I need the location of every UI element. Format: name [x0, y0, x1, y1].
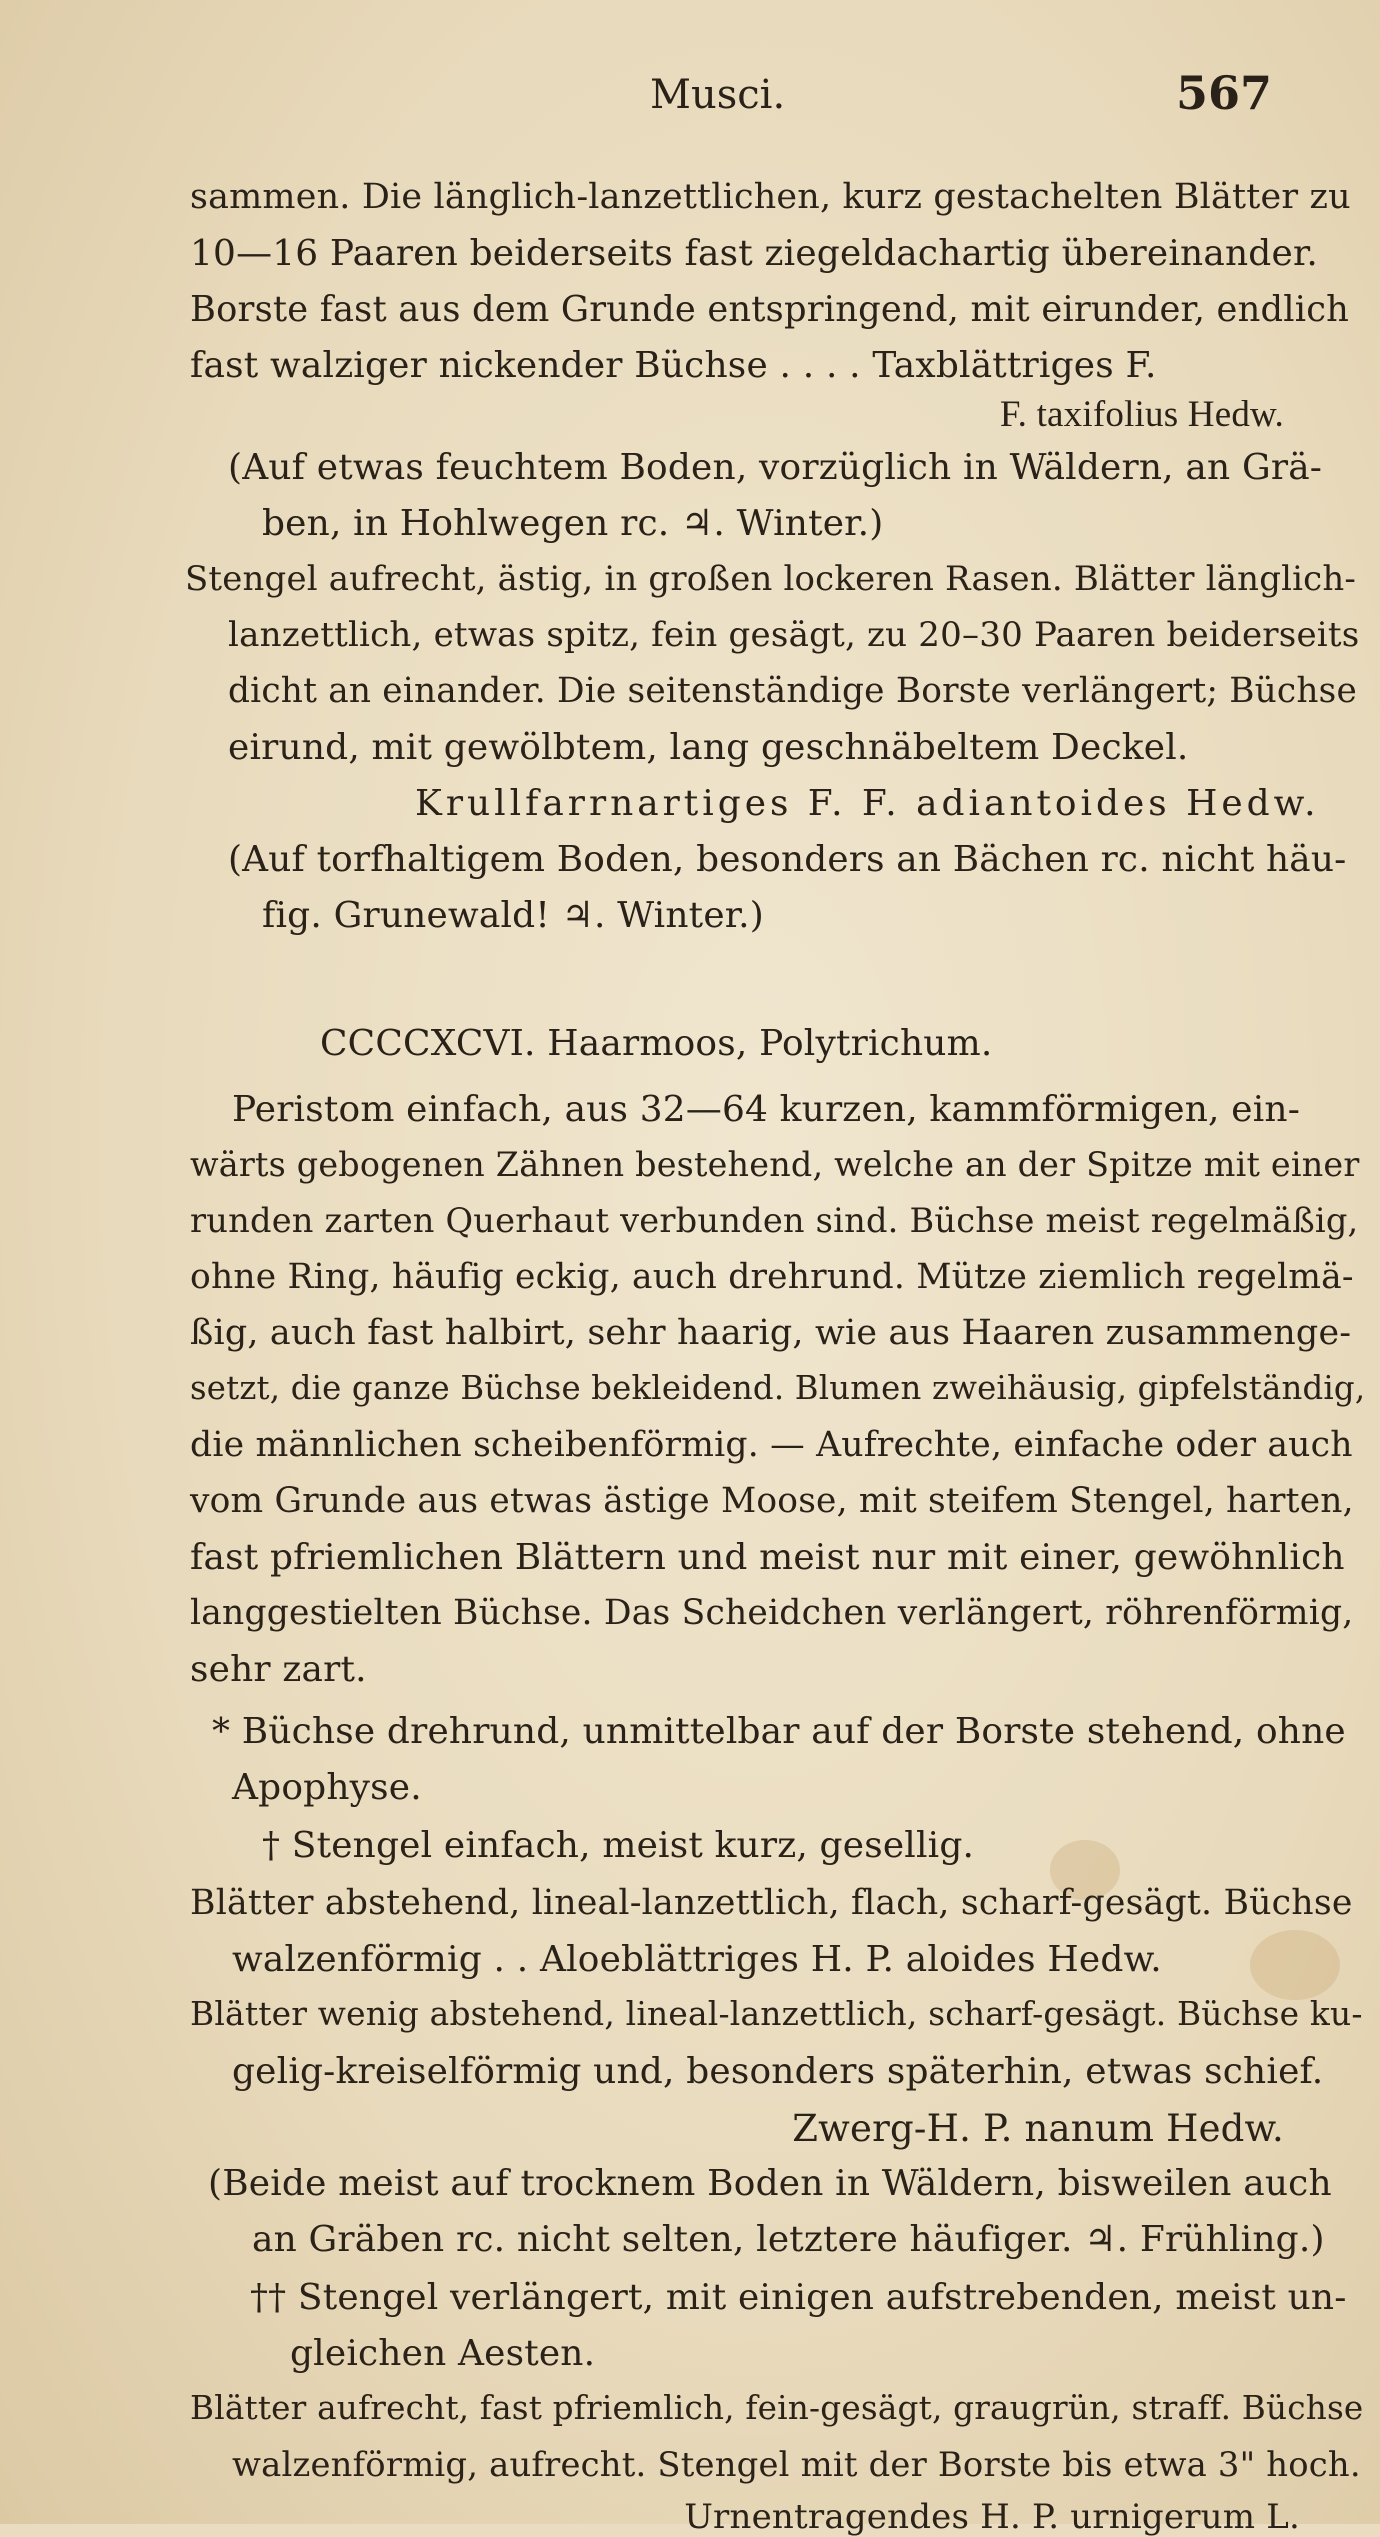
- species-name: Urnentragendes H. P. urnigerum L.: [684, 2497, 1300, 2537]
- text-line: Blätter abstehend, lineal-lanzettlich, flach, scharf-gesägt. Büchse: [190, 1883, 1353, 1923]
- habitat-note: fig. Grunewald! ♃. Winter.): [262, 895, 765, 936]
- text-line: lanzettlich, etwas spitz, fein gesägt, zu 20–30 Paaren beiderseits: [228, 615, 1360, 655]
- page-number: 567: [1176, 66, 1273, 120]
- habitat-note: (Auf torfhaltigem Boden, besonders an Bächen rc. nicht häu-: [228, 839, 1347, 880]
- key-subheading: gleichen Aesten.: [290, 2333, 596, 2374]
- text-line: dicht an einander. Die seitenständige Borste verlängert; Büchse: [228, 671, 1358, 711]
- species-name: Krullfarrnartiges F. F. adiantoides Hedw.: [415, 783, 1320, 824]
- habitat-note: an Gräben rc. nicht selten, letztere häufiger. ♃. Frühling.): [252, 2219, 1325, 2260]
- genus-heading: CCCCXCVI. Haarmoos, Polytrichum.: [320, 1023, 993, 1064]
- habitat-note: (Auf etwas feuchtem Boden, vorzüglich in Wäldern, an Grä-: [228, 447, 1323, 488]
- text-line: die männlichen scheibenförmig. — Aufrechte, einfache oder auch: [190, 1425, 1353, 1465]
- text-line: gelig-kreiselförmig und, besonders späterhin, etwas schief.: [232, 2051, 1324, 2092]
- text-line: sammen. Die länglich-lanzettlichen, kurz gestachelten Blätter zu: [190, 177, 1351, 217]
- key-subheading: † Stengel einfach, meist kurz, gesellig.: [262, 1825, 975, 1866]
- habitat-note: ben, in Hohlwegen rc. ♃. Winter.): [262, 503, 884, 544]
- text-line: ßig, auch fast halbirt, sehr haarig, wie aus Haaren zusammenge-: [190, 1313, 1352, 1353]
- text-line: Blätter aufrecht, fast pfriemlich, fein-gesägt, graugrün, straff. Büchse: [190, 2389, 1364, 2427]
- text-line: walzenförmig, aufrecht. Stengel mit der Borste bis etwa 3" hoch.: [232, 2445, 1361, 2484]
- text-line: sehr zart.: [190, 1649, 367, 1690]
- key-subheading: †† Stengel verlängert, mit einigen aufstrebenden, meist un-: [250, 2277, 1347, 2318]
- species-name: Zwerg-H. P. nanum Hedw.: [792, 2107, 1284, 2150]
- latin-name: F. taxifolius Hedw.: [999, 394, 1284, 435]
- text-line: Peristom einfach, aus 32—64 kurzen, kammförmigen, ein-: [232, 1089, 1301, 1130]
- text-line: fast pfriemlichen Blättern und meist nur mit einer, gewöhnlich: [190, 1537, 1345, 1578]
- text-line: fast walziger nickender Büchse . . . . Taxblättriges F.: [190, 345, 1157, 386]
- running-header: Musci.: [650, 72, 786, 118]
- habitat-note: (Beide meist auf trocknem Boden in Wäldern, bisweilen auch: [208, 2163, 1332, 2204]
- text-line: setzt, die ganze Büchse bekleidend. Blumen zweihäusig, gipfelständig,: [190, 1369, 1366, 1407]
- text-line: Borste fast aus dem Grunde entspringend, mit eirunder, endlich: [190, 289, 1350, 330]
- text-line: walzenförmig . . Aloeblättriges H. P. aloides Hedw.: [232, 1939, 1162, 1980]
- key-heading: * Büchse drehrund, unmittelbar auf der Borste stehend, ohne: [212, 1711, 1346, 1752]
- text-line: eirund, mit gewölbtem, lang geschnäbeltem Deckel.: [228, 727, 1189, 768]
- text-line: 10—16 Paaren beiderseits fast ziegeldachartig übereinander.: [190, 233, 1318, 274]
- text-line: wärts gebogenen Zähnen bestehend, welche an der Spitze mit einer: [190, 1145, 1360, 1184]
- text-line: langgestielten Büchse. Das Scheidchen verlängert, röhrenförmig,: [190, 1593, 1354, 1633]
- key-heading: Apophyse.: [232, 1767, 422, 1808]
- text-line: runden zarten Querhaut verbunden sind. Büchse meist regelmäßig,: [190, 1201, 1359, 1240]
- text-line: Blätter wenig abstehend, lineal-lanzettlich, scharf-gesägt. Büchse ku-: [190, 1995, 1363, 2033]
- text-line: ohne Ring, häufig eckig, auch drehrund. Mütze ziemlich regelmä-: [190, 1257, 1354, 1297]
- text-line: Stengel aufrecht, ästig, in großen lockeren Rasen. Blätter länglich-: [185, 559, 1357, 598]
- text-line: vom Grunde aus etwas ästige Moose, mit steifem Stengel, harten,: [190, 1481, 1354, 1521]
